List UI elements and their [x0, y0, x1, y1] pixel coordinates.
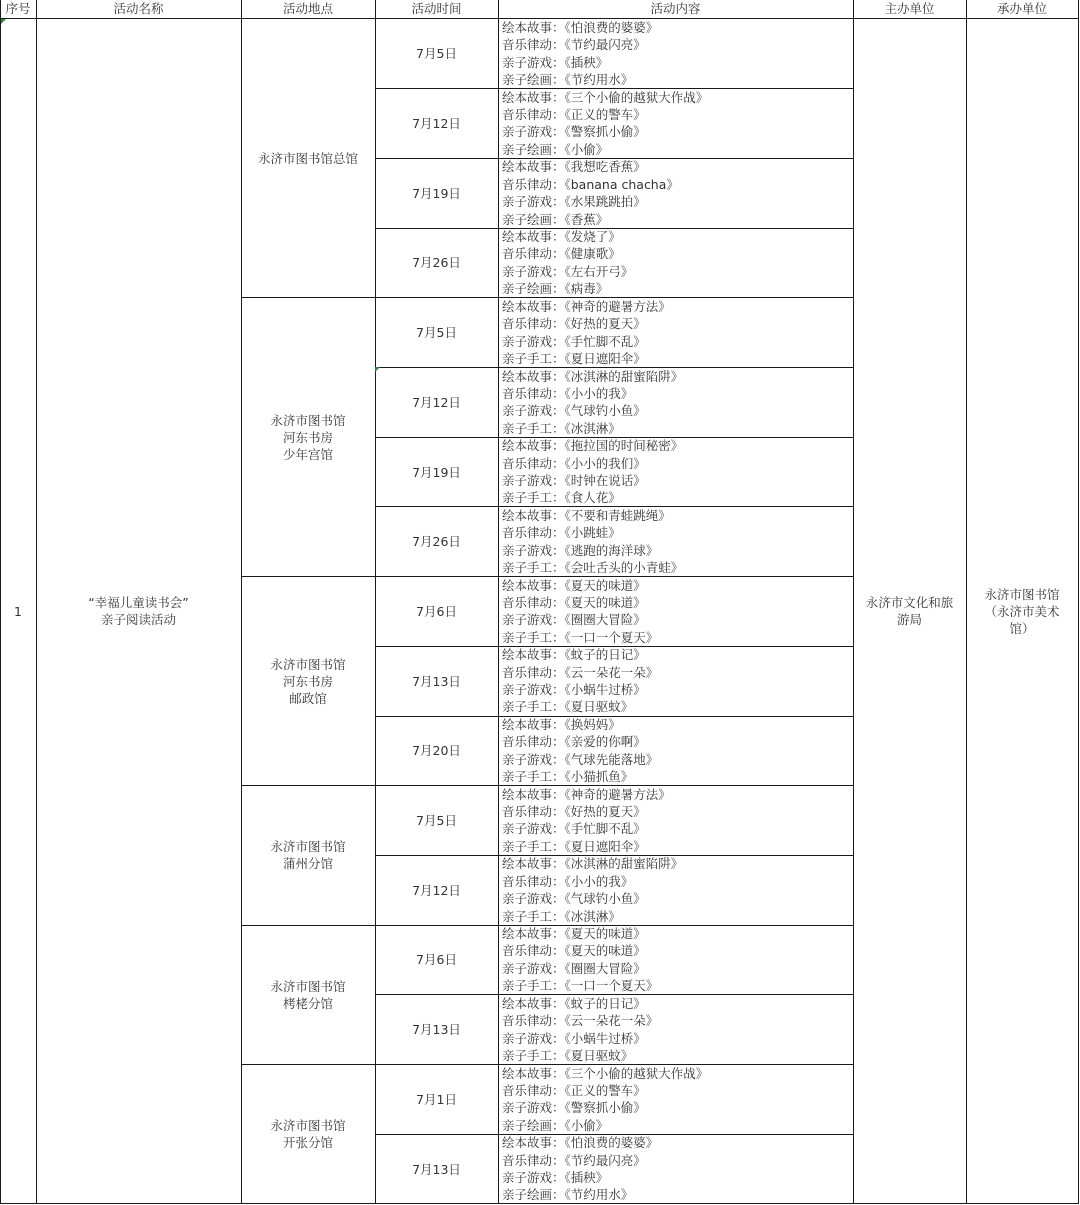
content-line: 音乐律动：《亲爱的你啊》 — [502, 734, 646, 750]
session-date-text: 7月12日 — [412, 116, 461, 132]
venue-cell — [241, 786, 375, 925]
header-time: 活动时间 — [411, 1, 462, 16]
index-cell-text: 1 — [14, 603, 22, 619]
session-date — [375, 228, 498, 298]
session-content — [502, 995, 852, 1065]
content-line: 亲子绘画：《病毒》 — [502, 281, 609, 297]
content-line: 亲子游戏：《逃跑的海洋球》 — [502, 542, 659, 558]
session-date-text: 7月13日 — [412, 1161, 461, 1177]
venue-cell — [241, 298, 375, 577]
session-date-text: 7月5日 — [416, 813, 457, 829]
content-line: 亲子绘画：《小偷》 — [502, 1117, 609, 1133]
session-date — [375, 786, 498, 856]
content-line: 亲子手工：《食人花》 — [502, 490, 621, 506]
content-line: 绘本故事：《三个小偷的越狱大作战》 — [502, 89, 709, 105]
content-line: 绘本故事：《我想吃香蕉》 — [502, 159, 646, 175]
session-content — [502, 577, 852, 647]
organizer-cell — [853, 19, 966, 1203]
session-date — [375, 298, 498, 368]
content-line: 音乐律动：《云一朵花一朵》 — [502, 664, 659, 680]
session-content — [502, 716, 852, 786]
session-content — [502, 89, 852, 159]
content-line: 亲子手工：《夏日驱蚊》 — [502, 699, 634, 715]
session-date — [375, 89, 498, 159]
header-index: 序号 — [5, 1, 31, 16]
content-line: 亲子手工：《一口一个夏天》 — [502, 629, 659, 645]
session-date — [375, 368, 498, 438]
content-line: 绘本故事：《怕浪费的婆婆》 — [502, 1135, 659, 1151]
content-line: 绘本故事：《冰淇淋的甜蜜陷阱》 — [502, 368, 684, 384]
activity-name-cell-text: “幸福儿童读书会” 亲子阅读活动 — [88, 595, 189, 627]
content-line: 音乐律动：《小小的我》 — [502, 873, 634, 889]
content-line: 亲子绘画：《节约用水》 — [502, 72, 634, 88]
content-line: 亲子游戏：《气球钓小鱼》 — [502, 891, 646, 907]
session-content — [502, 158, 852, 228]
content-line: 亲子手工：《一口一个夏天》 — [502, 978, 659, 994]
content-line: 音乐律动：《正义的警车》 — [502, 107, 646, 123]
session-date-text: 7月5日 — [416, 46, 457, 62]
session-content — [502, 925, 852, 995]
content-line: 亲子游戏：《水果跳跳拍》 — [502, 194, 646, 210]
co-organizer-cell-text: 永济市图书馆 （永济市美术 馆） — [984, 586, 1060, 636]
content-line: 亲子手工：《小猫抓鱼》 — [502, 769, 634, 785]
content-line: 绘本故事：《夏天的味道》 — [502, 926, 646, 942]
session-content — [502, 646, 852, 716]
session-date-text: 7月26日 — [412, 534, 461, 550]
session-content — [502, 437, 852, 507]
session-date — [375, 577, 498, 647]
session-date — [375, 1134, 498, 1204]
content-line: 音乐律动：《节约最闪亮》 — [502, 1152, 646, 1168]
venue-name: 永济市图书馆总馆 — [257, 150, 358, 166]
session-date — [375, 507, 498, 577]
content-line: 音乐律动：《banana chacha》 — [502, 176, 679, 192]
content-line: 亲子游戏：《警察抓小偷》 — [502, 1100, 646, 1116]
content-line: 亲子游戏：《圈圈大冒险》 — [502, 960, 646, 976]
cell-marker — [375, 367, 380, 372]
session-content — [502, 298, 852, 368]
index-cell — [0, 19, 36, 1203]
content-line: 绘本故事：《拖拉国的时间秘密》 — [502, 438, 684, 454]
content-line: 亲子游戏：《手忙脚不乱》 — [502, 821, 646, 837]
venue-cell — [241, 577, 375, 786]
session-content — [502, 507, 852, 577]
content-line: 绘本故事：《神奇的避暑方法》 — [502, 298, 671, 314]
content-line: 音乐律动：《正义的警车》 — [502, 1082, 646, 1098]
organizer-cell-text: 永济市文化和旅 游局 — [865, 595, 954, 627]
content-line: 音乐律动：《健康歌》 — [502, 246, 621, 262]
session-date-text: 7月1日 — [416, 1091, 457, 1107]
content-line: 音乐律动：《小小的我们》 — [502, 455, 646, 471]
session-date-text: 7月19日 — [412, 464, 461, 480]
content-line: 音乐律动：《小跳蛙》 — [502, 525, 621, 541]
content-line: 音乐律动：《节约最闪亮》 — [502, 37, 646, 53]
content-line: 音乐律动：《好热的夏天》 — [502, 804, 646, 820]
content-line: 亲子手工：《夏日遮阳伞》 — [502, 838, 646, 854]
content-line: 绘本故事：《冰淇淋的甜蜜陷阱》 — [502, 856, 684, 872]
venue-cell — [241, 19, 375, 298]
content-line: 绘本故事：《蚊子的日记》 — [502, 995, 646, 1011]
session-date-text: 7月19日 — [412, 185, 461, 201]
header-activity-name: 活动名称 — [113, 1, 164, 16]
session-content — [502, 1065, 852, 1135]
session-content — [502, 855, 852, 925]
session-date-text: 7月26日 — [412, 255, 461, 271]
content-line: 绘本故事：《不要和青蛙跳绳》 — [502, 507, 671, 523]
venue-name: 永济市图书馆 蒲州分馆 — [270, 839, 346, 872]
header-co-organizer: 承办单位 — [996, 1, 1047, 16]
session-date-text: 7月12日 — [412, 882, 461, 898]
venue-name: 永济市图书馆 河东书房 邮政馆 — [270, 656, 346, 706]
grid-vline — [1078, 0, 1079, 1203]
content-line: 亲子游戏：《警察抓小偷》 — [502, 124, 646, 140]
activity-name-cell — [36, 19, 241, 1203]
content-line: 亲子游戏：《气球先能落地》 — [502, 751, 659, 767]
content-line: 亲子绘画：《小偷》 — [502, 141, 609, 157]
session-date-text: 7月12日 — [412, 394, 461, 410]
venue-name: 永济市图书馆 栲栳分馆 — [270, 978, 346, 1011]
session-date-text: 7月6日 — [416, 952, 457, 968]
content-line: 音乐律动：《小小的我》 — [502, 385, 634, 401]
venue-name: 永济市图书馆 河东书房 少年宫馆 — [270, 412, 346, 462]
session-date — [375, 995, 498, 1065]
session-date-text: 7月13日 — [412, 1022, 461, 1038]
session-content — [502, 368, 852, 438]
content-line: 音乐律动：《夏天的味道》 — [502, 594, 646, 610]
content-line: 亲子游戏：《插秧》 — [502, 54, 609, 70]
session-date — [375, 716, 498, 786]
co-organizer-cell — [966, 19, 1078, 1203]
content-line: 亲子游戏：《小蜗牛过桥》 — [502, 682, 646, 698]
session-date — [375, 158, 498, 228]
cell-marker — [1, 19, 6, 24]
content-line: 亲子游戏：《插秧》 — [502, 1169, 609, 1185]
content-line: 亲子手工：《会吐舌头的小青蛙》 — [502, 560, 684, 576]
session-date — [375, 646, 498, 716]
session-date — [375, 1065, 498, 1135]
content-line: 亲子游戏：《小蜗牛过桥》 — [502, 1030, 646, 1046]
content-line: 绘本故事：《怕浪费的婆婆》 — [502, 20, 659, 35]
session-content — [502, 1134, 852, 1204]
session-content — [502, 786, 852, 856]
header-organizer: 主办单位 — [884, 1, 935, 16]
content-line: 亲子游戏：《左右开弓》 — [502, 263, 634, 279]
content-line: 绘本故事：《蚊子的日记》 — [502, 647, 646, 663]
content-line: 音乐律动：《云一朵花一朵》 — [502, 1013, 659, 1029]
content-line: 绘本故事：《三个小偷的越狱大作战》 — [502, 1065, 709, 1081]
session-date — [375, 855, 498, 925]
grid-vline — [498, 0, 499, 1203]
session-content — [502, 19, 852, 89]
content-line: 亲子游戏：《时钟在说话》 — [502, 472, 646, 488]
content-line: 亲子手工：《冰淇淋》 — [502, 420, 621, 436]
session-date-text: 7月5日 — [416, 325, 457, 341]
venue-cell — [241, 925, 375, 1064]
session-date — [375, 437, 498, 507]
content-line: 亲子游戏：《圈圈大冒险》 — [502, 612, 646, 628]
content-line: 亲子手工：《夏日驱蚊》 — [502, 1047, 634, 1063]
content-line: 亲子游戏：《手忙脚不乱》 — [502, 333, 646, 349]
content-line: 音乐律动：《好热的夏天》 — [502, 316, 646, 332]
session-date-text: 7月20日 — [412, 743, 461, 759]
content-line: 亲子绘画：《香蕉》 — [502, 211, 609, 227]
content-line: 亲子手工：《夏日遮阳伞》 — [502, 350, 646, 366]
content-line: 绘本故事：《夏天的味道》 — [502, 577, 646, 593]
header-content: 活动内容 — [650, 1, 701, 16]
content-line: 音乐律动：《夏天的味道》 — [502, 943, 646, 959]
session-date — [375, 19, 498, 89]
content-line: 绘本故事：《发烧了》 — [502, 229, 621, 245]
content-line: 亲子游戏：《气球钓小鱼》 — [502, 403, 646, 419]
session-date — [375, 925, 498, 995]
content-line: 绘本故事：《神奇的避暑方法》 — [502, 786, 671, 802]
header-venue: 活动地点 — [282, 1, 333, 16]
content-line: 亲子绘画：《节约用水》 — [502, 1187, 634, 1203]
venue-cell — [241, 1065, 375, 1204]
session-content — [502, 228, 852, 298]
session-date-text: 7月13日 — [412, 673, 461, 689]
content-line: 亲子手工：《冰淇淋》 — [502, 908, 621, 924]
content-line: 绘本故事：《换妈妈》 — [502, 717, 621, 732]
session-date-text: 7月6日 — [416, 603, 457, 619]
venue-name: 永济市图书馆 开张分馆 — [270, 1118, 346, 1151]
